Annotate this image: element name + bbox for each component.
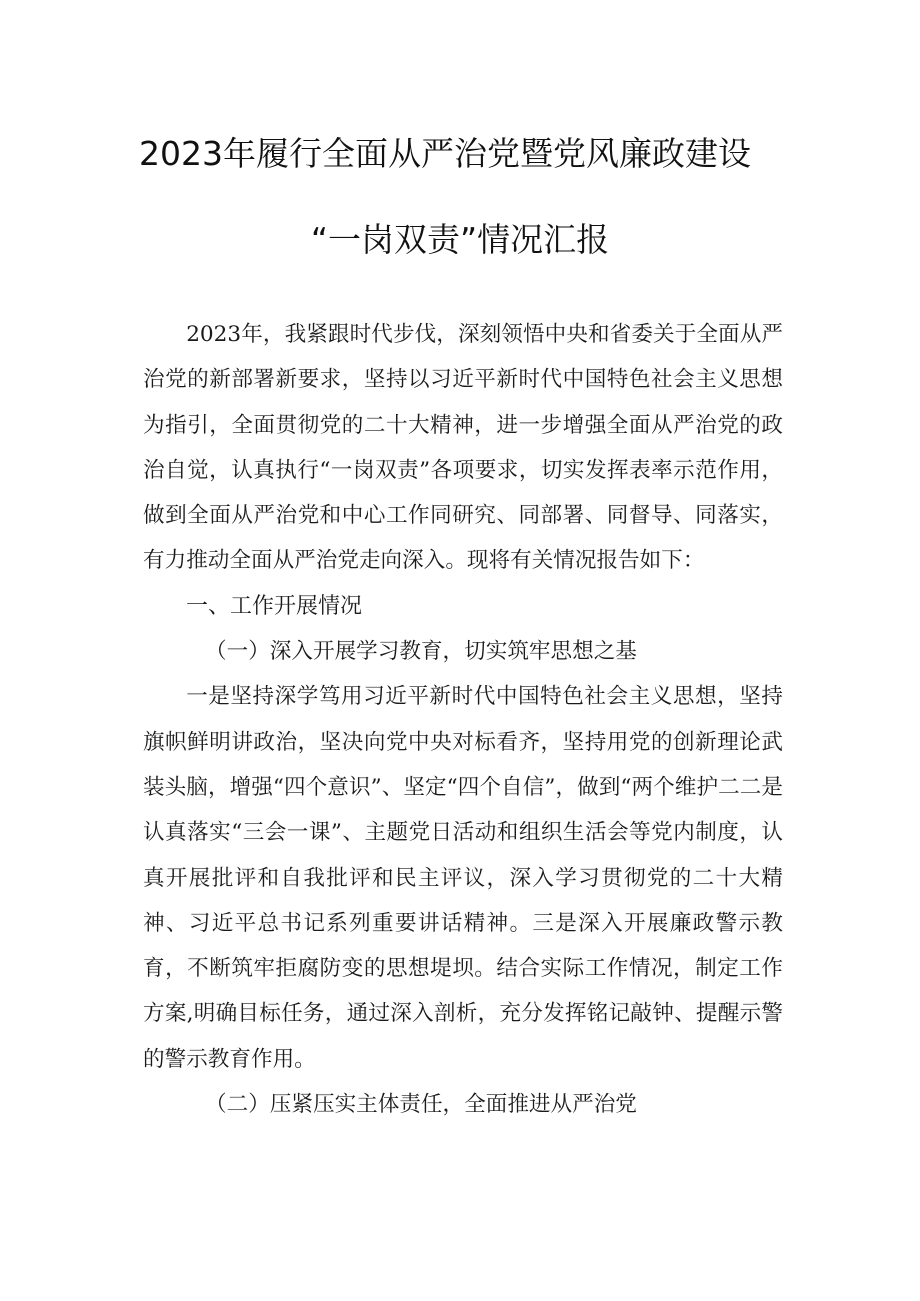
intro-paragraph: 2023年，我紧跟时代步伐，深刻领悟中央和省委关于全面从严治党的新部署新要求，坚持以习近平新时代中国特色社会主义思想为指引，全面贯彻党的二十大精神，进一步增强全面从严治党的政治自觉，认真执行“一岗双责”各项要求，切实发挥表率示范作用，做到全面从严治党和中心工作同研究、同部署、同督导、同落实，有力推动全面从严治党走向深入。现将有关情况报告如下： [143, 322, 783, 574]
document-title-line-2: “一岗双责”情况汇报 [310, 220, 610, 259]
subsection-heading-2: （二）压紧压实主体责任，全面推进从严治党 [205, 1092, 637, 1118]
document-title-line-1: 2023年履行全面从严治党暨党风廉政建设 [139, 134, 751, 173]
subsection-1-paragraph: 一是坚持深学笃用习近平新时代中国特色社会主义思想，坚持旗帜鲜明讲政治，坚决向党中央对标看齐，坚持用党的创新理论武装头脑，增强“四个意识”、坚定“四个自信”，做到“两个维护二二是认真落实“三会一课”、主题党日活动和组织生活会等党内制度，认真开展批评和自我批评和民主评议，深入学习贯彻党的二十大精神、习近平总书记系列重要讲话精神。三是深入开展廉政警示教育，不断筑牢拒腐防变的思想堤坝。结合实际工作情况，制定工作方案,明确目标任务，通过深入剖析，充分发挥铭记敲钟、提醒示警的警示教育作用。 [143, 684, 783, 1072]
document-body [143, 312, 783, 1127]
subsection-heading-1: （一）深入开展学习教育，切实筑牢思想之基 [205, 639, 637, 665]
section-heading-1: 一、工作开展情况 [186, 593, 363, 619]
